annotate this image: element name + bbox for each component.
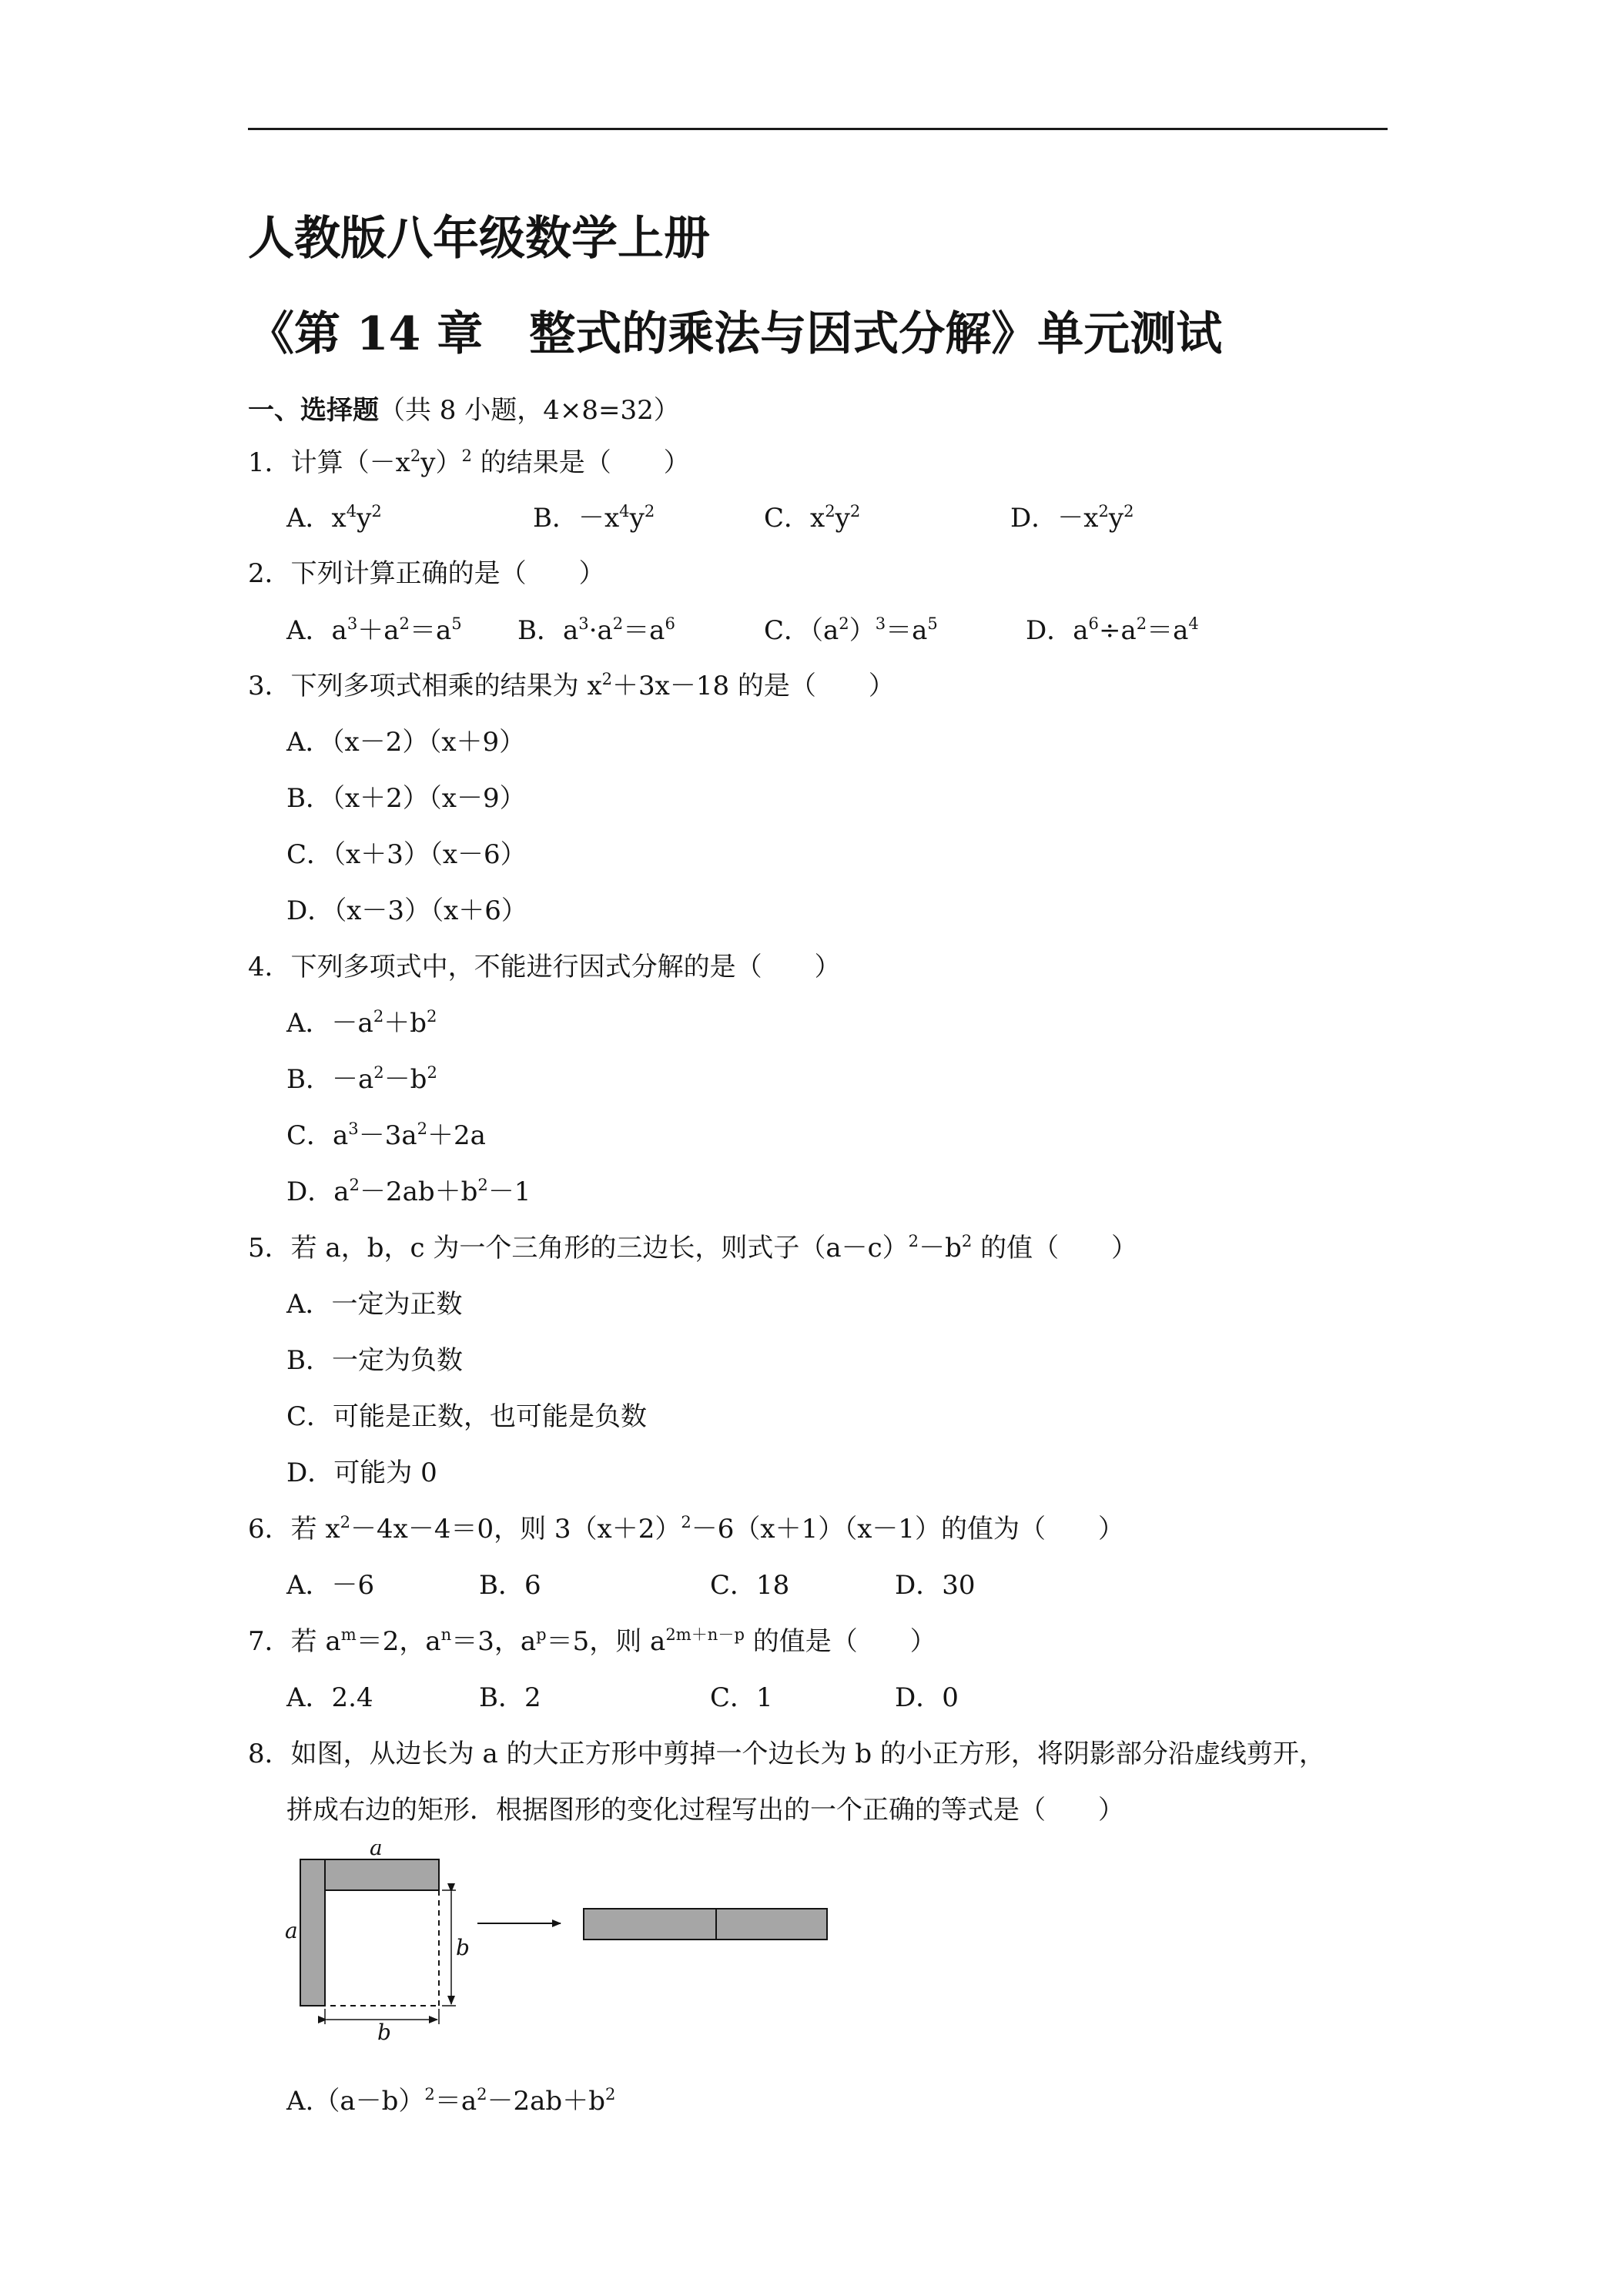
option-a: A．$x^4y^2$ [286, 500, 382, 534]
label-a-top: a [370, 1844, 383, 1860]
label-b-bottom: b [377, 2020, 391, 2040]
question-stem: 若 $x^2-4x-4=0$，则 $3(x+2)^2-6(x+1)(x-1)$的值为（ ） [290, 1511, 1125, 1545]
page-title: 人教版八年级数学上册 [248, 212, 710, 266]
option-a: A．（x－2）（x＋9） [286, 727, 526, 758]
option-d: D．0 [895, 1682, 959, 1713]
question-7 [248, 1624, 936, 1657]
option-d: D．可能为 0 [286, 1458, 437, 1488]
question-number: 2． [248, 558, 291, 589]
option-a: A．－6 [286, 1570, 375, 1601]
question-stem-line2: 拼成右边的矩形．根据图形的变化过程写出的一个正确的等式是（ ） [286, 1795, 1124, 1826]
section-note: （共 8 小题，4×8=32） [379, 395, 680, 426]
option-c: C．18 [710, 1570, 790, 1601]
question-stem: 下列多项式中，不能进行因式分解的是（ ） [290, 952, 841, 982]
option-a: A．$-a^2+b^2$ [286, 1006, 437, 1039]
question-5 [248, 1230, 1138, 1263]
question-6 [248, 1511, 1125, 1545]
question-stem: 若 $a^m=2$，$a^n=3$，$a^p=5$，则 $a^{2m+n-p}$ 的值是（ ） [290, 1624, 936, 1657]
option-c: C．可能是正数，也可能是负数 [286, 1401, 648, 1432]
option-d: D．$-x^2y^2$ [1010, 500, 1134, 534]
option-c: C．1 [710, 1682, 773, 1713]
question-number: 4． [248, 952, 291, 982]
question-stem: 计算$(-x^2y)^2$ 的结果是（ ） [290, 445, 690, 478]
page-subtitle: 《第 14 章 整式的乘法与因式分解》单元测试 [248, 307, 1223, 361]
option-a: $A.(a-b)^2=a^2-2ab+b^2$ [286, 2083, 616, 2117]
question-stem: 下列计算正确的是（ ） [290, 558, 605, 589]
square-to-rectangle-figure [285, 1844, 839, 2040]
option-c: C．（x＋3）（x－6） [286, 839, 527, 870]
option-c: C．$x^2y^2$ [764, 500, 861, 534]
option-a: A．$a^3+a^2=a^5$ [286, 613, 462, 646]
option-a: A．2.4 [286, 1682, 373, 1713]
question-2 [248, 558, 605, 589]
question-number: 7． [248, 1626, 291, 1657]
header-rule [248, 128, 1388, 130]
question-4 [248, 954, 841, 980]
label-b-right: b [456, 1935, 470, 1960]
option-d: D．$a^2-2ab+b^2-1$ [286, 1174, 531, 1207]
section-heading [248, 395, 680, 426]
question-number: 8． [248, 1739, 291, 1769]
option-c: C．$a^3-3a^2+2a$ [286, 1118, 486, 1151]
rectangle-right-half [716, 1909, 827, 1940]
option-b: B．$a^3\cdot a^2=a^6$ [517, 613, 675, 646]
question-3 [248, 668, 895, 701]
label-a-left: a [285, 1918, 298, 1943]
option-b: B．6 [479, 1570, 541, 1601]
question-number: 5． [248, 1233, 291, 1263]
question-stem: 下列多项式相乘的结果为 $x^2+3x-18$ 的是（ ） [290, 668, 895, 701]
question-stem: 若 a，b，c 为一个三角形的三边长，则式子$(a-c)^2-b^2$ 的值（ ） [290, 1230, 1138, 1263]
option-c: C．$(a^2)^3=a^5$ [764, 613, 938, 646]
shaded-left-strip [300, 1859, 325, 2006]
option-d: D．（x－3）（x＋6） [286, 895, 527, 926]
question-number: 6． [248, 1514, 291, 1545]
option-b: B．$-a^2-b^2$ [286, 1062, 437, 1095]
option-b: B．$-x^4y^2$ [533, 500, 655, 534]
question-8 [248, 1741, 1325, 1767]
option-d: D．30 [895, 1570, 976, 1601]
option-b: B．（x＋2）（x－9） [286, 783, 526, 814]
option-d: D．$a^6\div a^2=a^4$ [1026, 613, 1199, 646]
question-number: 1． [248, 447, 291, 478]
section-label: 一、选择题 [248, 395, 379, 426]
option-b: B．一定为负数 [286, 1345, 463, 1376]
option-b: B．2 [479, 1682, 541, 1713]
question-number: 3． [248, 671, 291, 701]
rectangle-left-half [584, 1909, 716, 1940]
shaded-top-strip [325, 1859, 439, 1890]
question-stem-line1: 如图，从边长为 a 的大正方形中剪掉一个边长为 b 的小正方形，将阴影部分沿虚线剪开， [290, 1739, 1325, 1769]
option-a: A．一定为正数 [286, 1289, 463, 1320]
question-1 [248, 445, 690, 478]
